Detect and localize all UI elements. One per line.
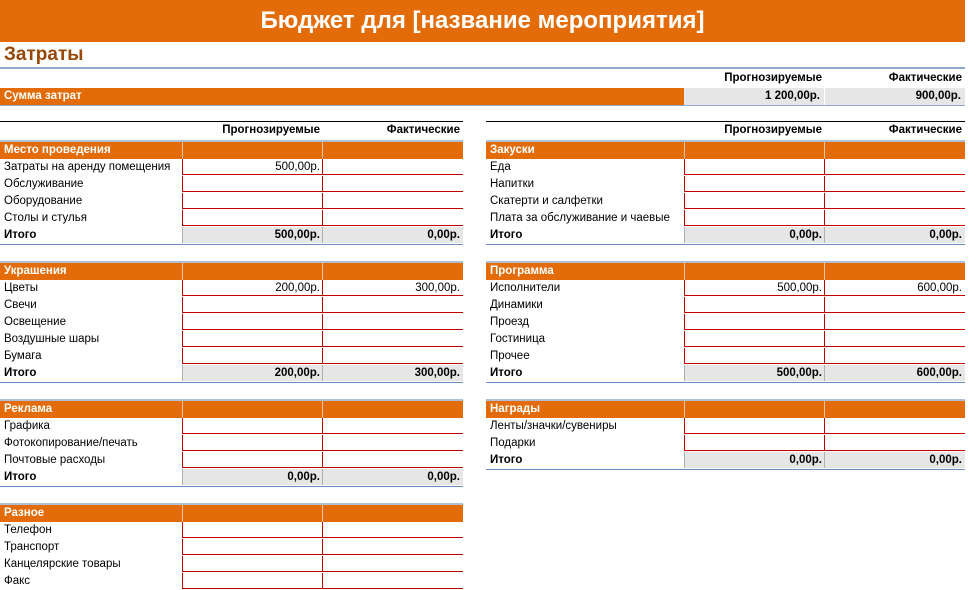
category-header <box>0 399 463 418</box>
planned-cell[interactable] <box>684 193 825 209</box>
total-planned-cell[interactable]: 200,00р. <box>182 365 323 381</box>
table-header-row <box>486 121 965 140</box>
planned-cell[interactable] <box>182 176 323 192</box>
right-budget-table <box>486 121 965 470</box>
column-separator <box>182 263 183 280</box>
table-row <box>0 435 463 452</box>
row-label: Ленты/значки/сувениры <box>490 420 617 432</box>
total-row <box>486 452 965 470</box>
actual-cell[interactable] <box>322 452 463 468</box>
planned-cell[interactable] <box>182 556 323 572</box>
table-row <box>0 573 463 590</box>
row-label: Транспорт <box>4 541 60 553</box>
actual-cell[interactable] <box>322 210 463 226</box>
row-label: Плата за обслуживание и чаевые <box>490 212 670 224</box>
planned-cell[interactable] <box>684 418 825 434</box>
total-planned-cell[interactable]: 0,00р. <box>684 452 825 468</box>
section-gap <box>486 245 965 261</box>
actual-cell[interactable] <box>322 314 463 330</box>
category-header <box>486 399 965 418</box>
actual-cell[interactable] <box>322 573 463 589</box>
planned-cell[interactable] <box>684 348 825 364</box>
planned-cell[interactable] <box>684 314 825 330</box>
planned-column-header: Прогнозируемые <box>724 124 822 136</box>
row-label: Динамики <box>490 299 543 311</box>
total-row <box>0 469 463 487</box>
planned-cell[interactable] <box>182 331 323 347</box>
planned-cell[interactable] <box>182 573 323 589</box>
category-header <box>0 140 463 159</box>
planned-cell[interactable] <box>684 297 825 313</box>
row-label: Бумага <box>4 350 42 362</box>
column-separator <box>322 401 323 418</box>
category-name: Закуски <box>490 144 535 156</box>
row-label: Исполнители <box>490 282 561 294</box>
actual-column-header: Фактические <box>386 124 460 136</box>
budget-title: Бюджет для [название мероприятия] <box>0 0 965 42</box>
row-label: Телефон <box>4 524 52 536</box>
column-separator <box>824 142 825 159</box>
planned-cell[interactable] <box>182 348 323 364</box>
table-row <box>486 435 965 452</box>
planned-cell[interactable]: 500,00р. <box>684 280 825 296</box>
planned-cell[interactable] <box>182 418 323 434</box>
category-name: Разное <box>4 507 45 519</box>
category-name: Украшения <box>4 265 67 277</box>
total-row <box>0 227 463 245</box>
row-label: Фотокопирование/печать <box>4 437 138 449</box>
actual-cell[interactable] <box>824 418 965 434</box>
category-name: Реклама <box>4 403 53 415</box>
planned-cell[interactable] <box>684 176 825 192</box>
table-row <box>486 210 965 227</box>
title-divider <box>0 67 965 69</box>
total-actual-cell[interactable]: 0,00р. <box>824 452 965 468</box>
row-label: Скатерти и салфетки <box>490 195 603 207</box>
row-label: Прочее <box>490 350 530 362</box>
column-separator <box>182 142 183 159</box>
actual-column-header: Фактические <box>888 124 962 136</box>
table-row <box>486 331 965 348</box>
total-label: Итого <box>490 454 523 466</box>
total-planned-cell[interactable]: 500,00р. <box>684 365 825 381</box>
total-row <box>0 365 463 383</box>
section-gap <box>486 383 965 399</box>
row-label: Графика <box>4 420 50 432</box>
total-actual-cell[interactable]: 0,00р. <box>322 227 463 243</box>
summary-actual-header: Фактические <box>888 72 962 84</box>
table-row <box>0 193 463 210</box>
row-label: Почтовые расходы <box>4 454 106 466</box>
actual-cell[interactable] <box>322 193 463 209</box>
total-actual-cell[interactable]: 300,00р. <box>322 365 463 381</box>
table-row <box>486 297 965 314</box>
summary-actual-cell[interactable]: 900,00р. <box>825 88 965 105</box>
actual-cell[interactable] <box>824 176 965 192</box>
column-separator <box>824 401 825 418</box>
actual-cell[interactable] <box>824 314 965 330</box>
total-label: Итого <box>4 367 37 379</box>
actual-cell[interactable] <box>322 418 463 434</box>
row-label: Свечи <box>4 299 37 311</box>
actual-cell[interactable] <box>824 331 965 347</box>
planned-cell[interactable] <box>182 297 323 313</box>
actual-cell[interactable] <box>322 331 463 347</box>
actual-cell[interactable]: 300,00р. <box>322 280 463 296</box>
table-row <box>0 556 463 573</box>
row-label: Оборудование <box>4 195 83 207</box>
row-label: Столы и стулья <box>4 212 87 224</box>
row-label: Еда <box>490 161 511 173</box>
total-planned-cell[interactable]: 0,00р. <box>684 227 825 243</box>
summary-planned-header: Прогнозируемые <box>724 72 822 84</box>
table-row <box>486 159 965 176</box>
planned-cell[interactable]: 200,00р. <box>182 280 323 296</box>
table-row <box>486 176 965 193</box>
planned-cell[interactable] <box>684 435 825 451</box>
planned-cell[interactable] <box>684 331 825 347</box>
table-row <box>486 280 965 297</box>
summary-row <box>0 88 965 106</box>
table-row <box>0 297 463 314</box>
planned-cell[interactable] <box>684 210 825 226</box>
planned-cell[interactable] <box>182 435 323 451</box>
planned-cell[interactable] <box>182 314 323 330</box>
actual-cell[interactable] <box>824 210 965 226</box>
category-header <box>0 261 463 280</box>
actual-cell[interactable] <box>824 193 965 209</box>
left-budget-table <box>0 121 463 590</box>
total-actual-cell[interactable]: 0,00р. <box>824 227 965 243</box>
planned-cell[interactable]: 500,00р. <box>182 159 323 175</box>
column-separator <box>684 401 685 418</box>
row-label: Обслуживание <box>4 178 84 190</box>
total-label: Итого <box>490 367 523 379</box>
actual-cell[interactable] <box>322 176 463 192</box>
total-actual-cell[interactable]: 600,00р. <box>824 365 965 381</box>
column-separator <box>824 263 825 280</box>
column-separator <box>322 505 323 522</box>
actual-cell[interactable] <box>322 522 463 538</box>
total-label: Итого <box>490 229 523 241</box>
actual-cell[interactable] <box>824 159 965 175</box>
actual-cell[interactable] <box>824 435 965 451</box>
table-row <box>486 418 965 435</box>
category-name: Место проведения <box>4 144 111 156</box>
total-label: Итого <box>4 471 37 483</box>
column-separator <box>182 505 183 522</box>
section-gap <box>0 245 463 261</box>
expenses-heading: Затраты <box>4 44 84 65</box>
planned-cell[interactable] <box>182 452 323 468</box>
actual-cell[interactable] <box>322 435 463 451</box>
table-row <box>0 348 463 365</box>
column-separator <box>684 263 685 280</box>
category-header <box>486 140 965 159</box>
table-row <box>0 418 463 435</box>
category-header <box>0 503 463 522</box>
section-gap <box>0 383 463 399</box>
actual-cell[interactable] <box>824 297 965 313</box>
actual-cell[interactable] <box>322 348 463 364</box>
table-row <box>0 522 463 539</box>
row-label: Гостиница <box>490 333 546 345</box>
row-label: Освещение <box>4 316 66 328</box>
table-row <box>0 331 463 348</box>
table-row <box>0 210 463 227</box>
planned-cell[interactable] <box>182 210 323 226</box>
planned-cell[interactable] <box>182 539 323 555</box>
table-row <box>486 348 965 365</box>
table-row <box>0 539 463 556</box>
category-name: Награды <box>490 403 541 415</box>
column-separator <box>182 401 183 418</box>
actual-cell[interactable]: 600,00р. <box>824 280 965 296</box>
row-label: Факс <box>4 575 31 587</box>
row-label: Воздушные шары <box>4 333 100 345</box>
summary-label: Сумма затрат <box>0 88 684 105</box>
planned-cell[interactable] <box>182 193 323 209</box>
total-label: Итого <box>4 229 37 241</box>
category-header <box>486 261 965 280</box>
row-label: Напитки <box>490 178 535 190</box>
actual-cell[interactable] <box>322 297 463 313</box>
total-planned-cell[interactable]: 0,00р. <box>182 469 323 485</box>
total-row <box>486 227 965 245</box>
planned-column-header: Прогнозируемые <box>222 124 320 136</box>
table-row <box>0 176 463 193</box>
table-row <box>0 159 463 176</box>
section-gap <box>0 487 463 503</box>
row-label: Затраты на аренду помещения <box>4 161 171 173</box>
row-label: Цветы <box>4 282 39 294</box>
column-separator <box>684 142 685 159</box>
table-row <box>486 314 965 331</box>
total-actual-cell[interactable]: 0,00р. <box>322 469 463 485</box>
total-row <box>486 365 965 383</box>
row-label: Канцелярские товары <box>4 558 121 570</box>
total-planned-cell[interactable]: 500,00р. <box>182 227 323 243</box>
summary-planned-cell[interactable]: 1 200,00р. <box>684 88 824 105</box>
table-header-row <box>0 121 463 140</box>
table-row <box>486 193 965 210</box>
planned-cell[interactable] <box>182 522 323 538</box>
category-name: Программа <box>490 265 554 277</box>
column-separator <box>322 142 323 159</box>
actual-cell[interactable] <box>824 348 965 364</box>
actual-cell[interactable] <box>322 159 463 175</box>
row-label: Проезд <box>490 316 529 328</box>
table-row <box>0 452 463 469</box>
planned-cell[interactable] <box>684 159 825 175</box>
actual-cell[interactable] <box>322 539 463 555</box>
actual-cell[interactable] <box>322 556 463 572</box>
table-row <box>0 280 463 297</box>
table-row <box>0 314 463 331</box>
column-separator <box>322 263 323 280</box>
row-label: Подарки <box>490 437 536 449</box>
